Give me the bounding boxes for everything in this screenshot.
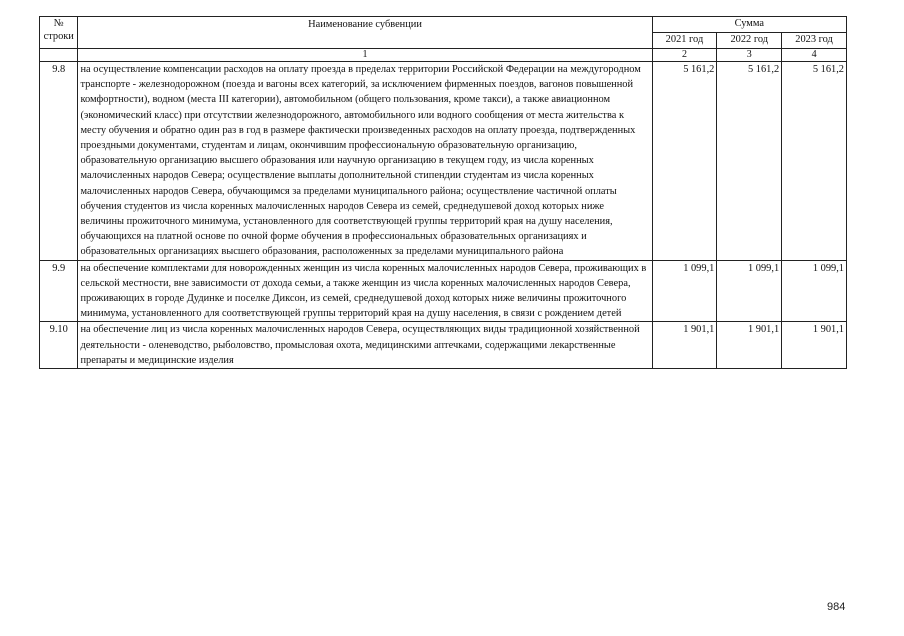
index-cell-2: 2 — [652, 49, 717, 62]
index-cell-4: 4 — [782, 49, 847, 62]
header-year-2023: 2023 год — [782, 33, 847, 49]
amount-2022: 1 099,1 — [717, 260, 782, 322]
header-year-2021: 2021 год — [652, 33, 717, 49]
page-number: 984 — [827, 601, 846, 613]
subsidies-table — [39, 16, 847, 369]
amount-2023: 5 161,2 — [782, 62, 847, 261]
row-number: 9.10 — [40, 322, 78, 369]
index-cell-1: 1 — [78, 49, 652, 62]
row-number: 9.8 — [40, 62, 78, 261]
header-sum: Сумма — [652, 17, 846, 33]
header-year-2022: 2022 год — [717, 33, 782, 49]
amount-2023: 1 099,1 — [782, 260, 847, 322]
subsidy-description: на обеспечение комплектами для новорожденных женщин из числа коренных малочисленных народов Севера, проживающих в сельской местности, вне зависимости от дохода семьи, а также женщин из числа коренных малочисленных народов Севера, проживающих в городе Дудинке и поселке Диксон, из семей, среднедушевой доход которых ниже величины прожиточного минимума, установленного для соответствующей группы территорий края на душу населения, в связи с рождением детей — [78, 260, 652, 322]
header-num-word: строки — [43, 31, 74, 42]
subsidy-description: на осуществление компенсации расходов на оплату проезда в пределах территории Российской Федерации на междугородном транспорте - железнодорожном (поезда и вагоны всех категорий, за исключением фирменных поездов, вагонов повышенной комфортности), водном (места III категории), автомобильном (общего пользования, кроме такси), а также авиационном (экономический класс) при отсутствии железнодорожного, автомобильного или водного сообщения от места жительства к месту обучения и обратно один раз в год в размере фактически произведенных расходов на оплату проезда, подтвержденных проездными документами, студентам и лицам, окончившим профессиональную образовательную организацию, образовательную организацию высшего образования или научную организацию в текущем году, из числа коренных малочисленных народов Севера; осуществление выплаты дополнительной стипендии студентам из числа коренных малочисленных народов Севера, обучающимся за пределами муниципального района; осуществление частичной оплаты обучения студентов из числа коренных малочисленных народов Севера из семей, среднедушевой доход которых ниже величины прожиточного минимума, установленного для соответствующей группы территорий края на душу населения, обучающихся на платной основе по очной форме обучения в профессиональных образовательных организациях и образовательных организациях высшего образования, расположенных за пределами муниципального района — [78, 62, 652, 261]
table-row — [40, 322, 847, 369]
amount-2021: 1 901,1 — [652, 322, 717, 369]
amount-2023: 1 901,1 — [782, 322, 847, 369]
amount-2022: 1 901,1 — [717, 322, 782, 369]
header-row-number — [40, 17, 78, 49]
row-number: 9.9 — [40, 260, 78, 322]
amount-2022: 5 161,2 — [717, 62, 782, 261]
table-row — [40, 260, 847, 322]
amount-2021: 5 161,2 — [652, 62, 717, 261]
table-row — [40, 62, 847, 261]
header-subsidy-name: Наименование субвенции — [78, 17, 652, 49]
index-cell-3: 3 — [717, 49, 782, 62]
amount-2021: 1 099,1 — [652, 260, 717, 322]
index-cell-empty — [40, 49, 78, 62]
header-num-symbol: № — [53, 18, 64, 29]
subsidy-description: на обеспечение лиц из числа коренных малочисленных народов Севера, осуществляющих виды традиционной хозяйственной деятельности - оленеводство, рыболовство, промысловая охота, медицинскими аптечками, содержащими лекарственные препараты и медицинские изделия — [78, 322, 652, 369]
